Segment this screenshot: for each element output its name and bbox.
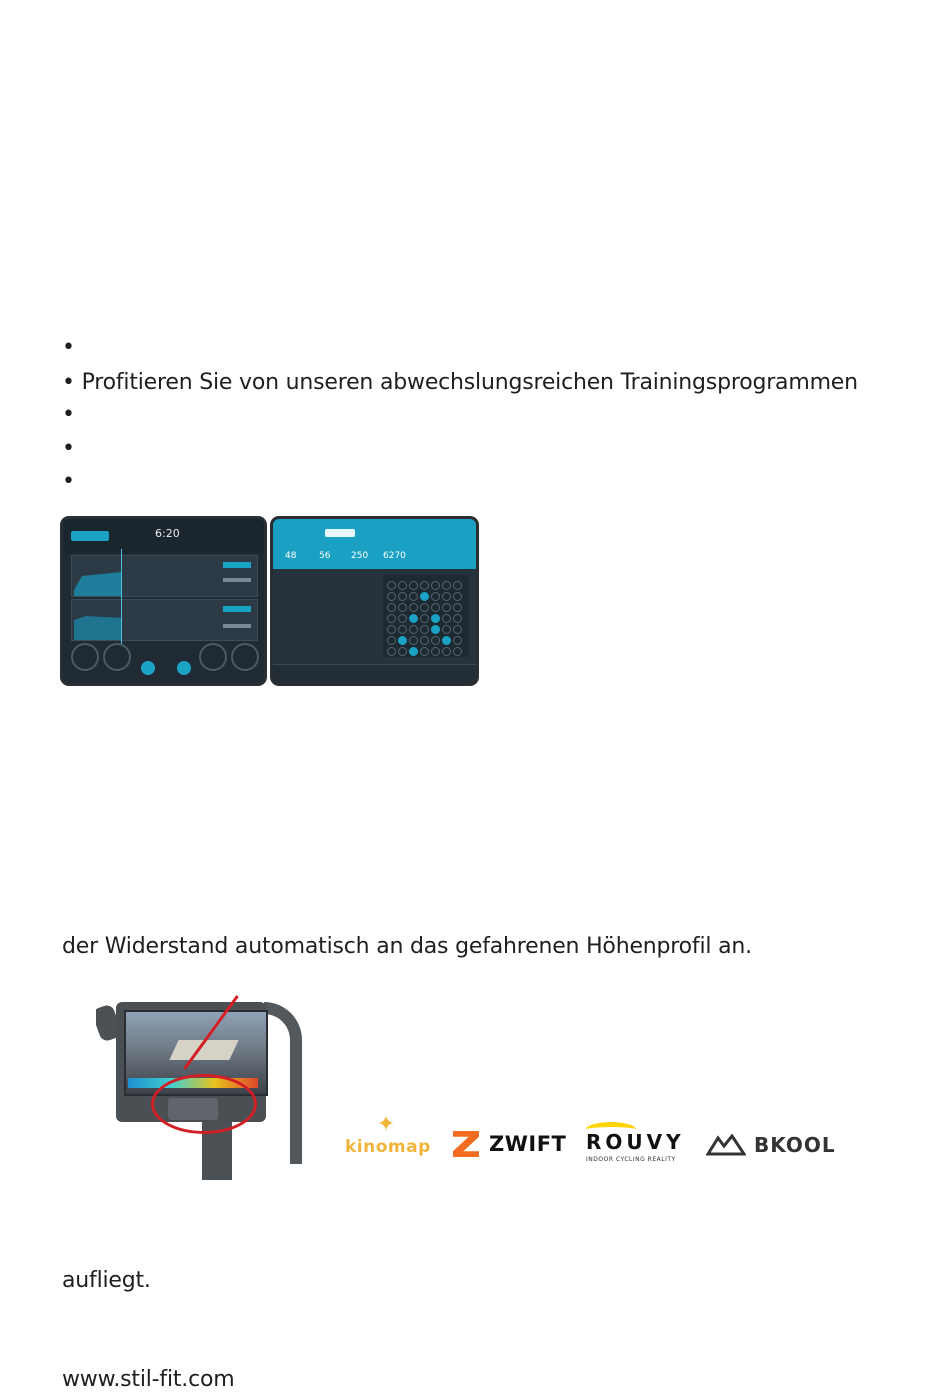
program-cell — [420, 614, 429, 623]
stats-footer-nav — [273, 664, 476, 683]
program-cell — [442, 614, 451, 623]
stat-value: 48 — [285, 551, 297, 561]
control-dot — [141, 661, 155, 675]
highlight-ring — [151, 1074, 257, 1134]
program-cell — [442, 581, 451, 590]
program-cell — [431, 581, 440, 590]
program-cell — [431, 592, 440, 601]
program-cell — [409, 636, 418, 645]
program-cell — [442, 636, 451, 645]
program-cell — [453, 603, 462, 612]
bkool-wordmark: BKOOL — [754, 1133, 836, 1157]
program-cell — [420, 636, 429, 645]
footer-website: www.stil-fit.com — [62, 1367, 235, 1392]
kinomap-mark-icon: ✦ — [376, 1112, 396, 1137]
gauge — [199, 643, 227, 671]
program-cell — [409, 625, 418, 634]
program-cell — [453, 636, 462, 645]
zwift-mark-icon — [453, 1131, 479, 1157]
program-cell — [398, 625, 407, 634]
zwift-logo — [453, 1131, 566, 1157]
program-cell — [442, 625, 451, 634]
chart-panel-2 — [71, 599, 258, 641]
program-grid — [383, 575, 469, 657]
bkool-mountain-icon — [706, 1134, 746, 1156]
program-cell — [453, 625, 462, 634]
training-screen-button — [71, 531, 109, 541]
bullet-3: • — [62, 402, 75, 427]
program-cell — [387, 603, 396, 612]
program-cell — [420, 625, 429, 634]
rouvy-wordmark: ROUVY — [586, 1130, 685, 1154]
gauge — [231, 643, 259, 671]
program-cell — [420, 592, 429, 601]
program-cell — [420, 603, 429, 612]
stat-value: 250 — [351, 551, 369, 561]
bkool-logo — [706, 1133, 836, 1157]
program-cell — [387, 636, 396, 645]
bullet-1: • — [62, 335, 75, 360]
program-cell — [431, 625, 440, 634]
program-cell — [431, 614, 440, 623]
program-cell — [387, 625, 396, 634]
chart-panel-1 — [71, 555, 258, 597]
program-cell — [398, 592, 407, 601]
program-cell — [420, 581, 429, 590]
program-cell — [409, 592, 418, 601]
gauge — [71, 643, 99, 671]
program-cell — [398, 647, 407, 656]
program-cell — [398, 603, 407, 612]
program-cell — [442, 647, 451, 656]
console-photo — [96, 966, 304, 1180]
program-cell — [453, 592, 462, 601]
control-dot — [177, 661, 191, 675]
training-screen-image — [63, 519, 264, 683]
bullet-2-text: • Profitieren Sie von unseren abwechslungsreichen Trainingsprogrammen — [62, 370, 858, 395]
zwift-wordmark: ZWIFT — [489, 1132, 567, 1156]
program-cell — [387, 581, 396, 590]
program-cell — [387, 592, 396, 601]
stats-screen-image — [273, 519, 476, 683]
kinomap-logo — [345, 1112, 431, 1157]
program-cell — [453, 581, 462, 590]
program-cell — [398, 636, 407, 645]
program-cell — [387, 647, 396, 656]
program-cell — [398, 581, 407, 590]
program-cell — [398, 614, 407, 623]
stats-header — [273, 519, 476, 569]
program-cell — [453, 647, 462, 656]
bullet-4: • — [62, 436, 75, 461]
program-cell — [409, 603, 418, 612]
kinomap-wordmark: kinomap — [345, 1137, 431, 1157]
stat-value: 56 — [319, 551, 331, 561]
training-time: 6:20 — [155, 527, 180, 540]
stat-value: 6270 — [383, 551, 406, 561]
program-cell — [409, 581, 418, 590]
trailing-text: aufliegt. — [62, 1268, 151, 1293]
handlebar-right — [264, 1002, 302, 1164]
stats-tab — [325, 529, 355, 537]
program-cell — [431, 636, 440, 645]
program-cell — [409, 614, 418, 623]
program-cell — [387, 614, 396, 623]
program-cell — [442, 603, 451, 612]
gauge — [103, 643, 131, 671]
progress-marker — [121, 549, 122, 644]
program-cell — [431, 603, 440, 612]
program-cell — [442, 592, 451, 601]
rouvy-tagline: INDOOR CYCLING REALITY — [586, 1156, 676, 1163]
resistance-text: der Widerstand automatisch an das gefahrenen Höhenprofil an. — [62, 934, 752, 959]
program-cell — [409, 647, 418, 656]
bullet-5: • — [62, 469, 75, 494]
program-cell — [431, 647, 440, 656]
program-cell — [453, 614, 462, 623]
program-cell — [420, 647, 429, 656]
